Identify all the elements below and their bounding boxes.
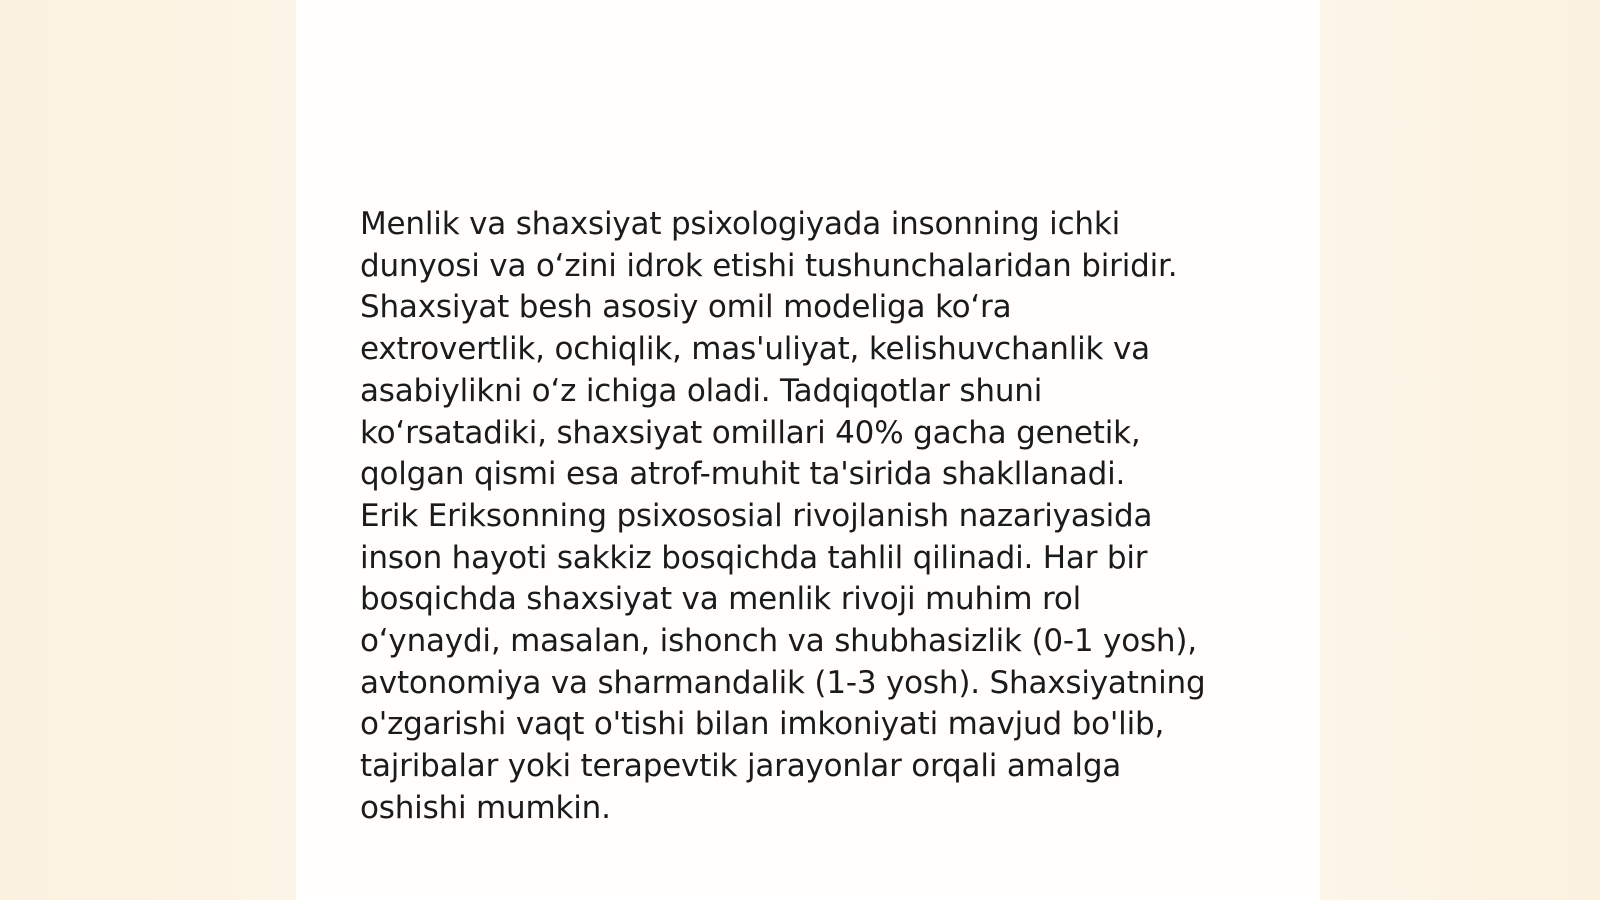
slide-body-text: Menlik va shaxsiyat psixologiyada insonning ichki dunyosi va oʻzini idrok etishi tushunchalaridan biridir. Shaxsiyat besh asosiy omil modeliga koʻra extrovertlik, ochiqlik, mas'uliyat, kelishuvchanlik va asabiylikni oʻz ichiga oladi. Tadqiqotlar shuni koʻrsatadiki, shaxsiyat omillari 40% gacha genetik, qolgan qismi esa atrof-muhit ta'sirida shakllanadi. Erik Eriksonning psixososial rivojlanish nazariyasida inson hayoti sakkiz bosqichda tahlil qilinadi. Har bir bosqichda shaxsiyat va menlik rivoji muhim rol oʻynaydi, masalan, ishonch va shubhasizlik (0-1 yosh), avtonomiya va sharmandalik (1-3 yosh). Shaxsiyatning o'zgarishi vaqt o'tishi bilan imkoniyati mavjud bo'lib, tajribalar yoki terapevtik jarayonlar orqali amalga oshishi mumkin.	[360, 206, 1206, 826]
right-background-margin	[1320, 0, 1600, 900]
left-background-margin	[0, 0, 296, 900]
slide-page	[296, 0, 1320, 900]
